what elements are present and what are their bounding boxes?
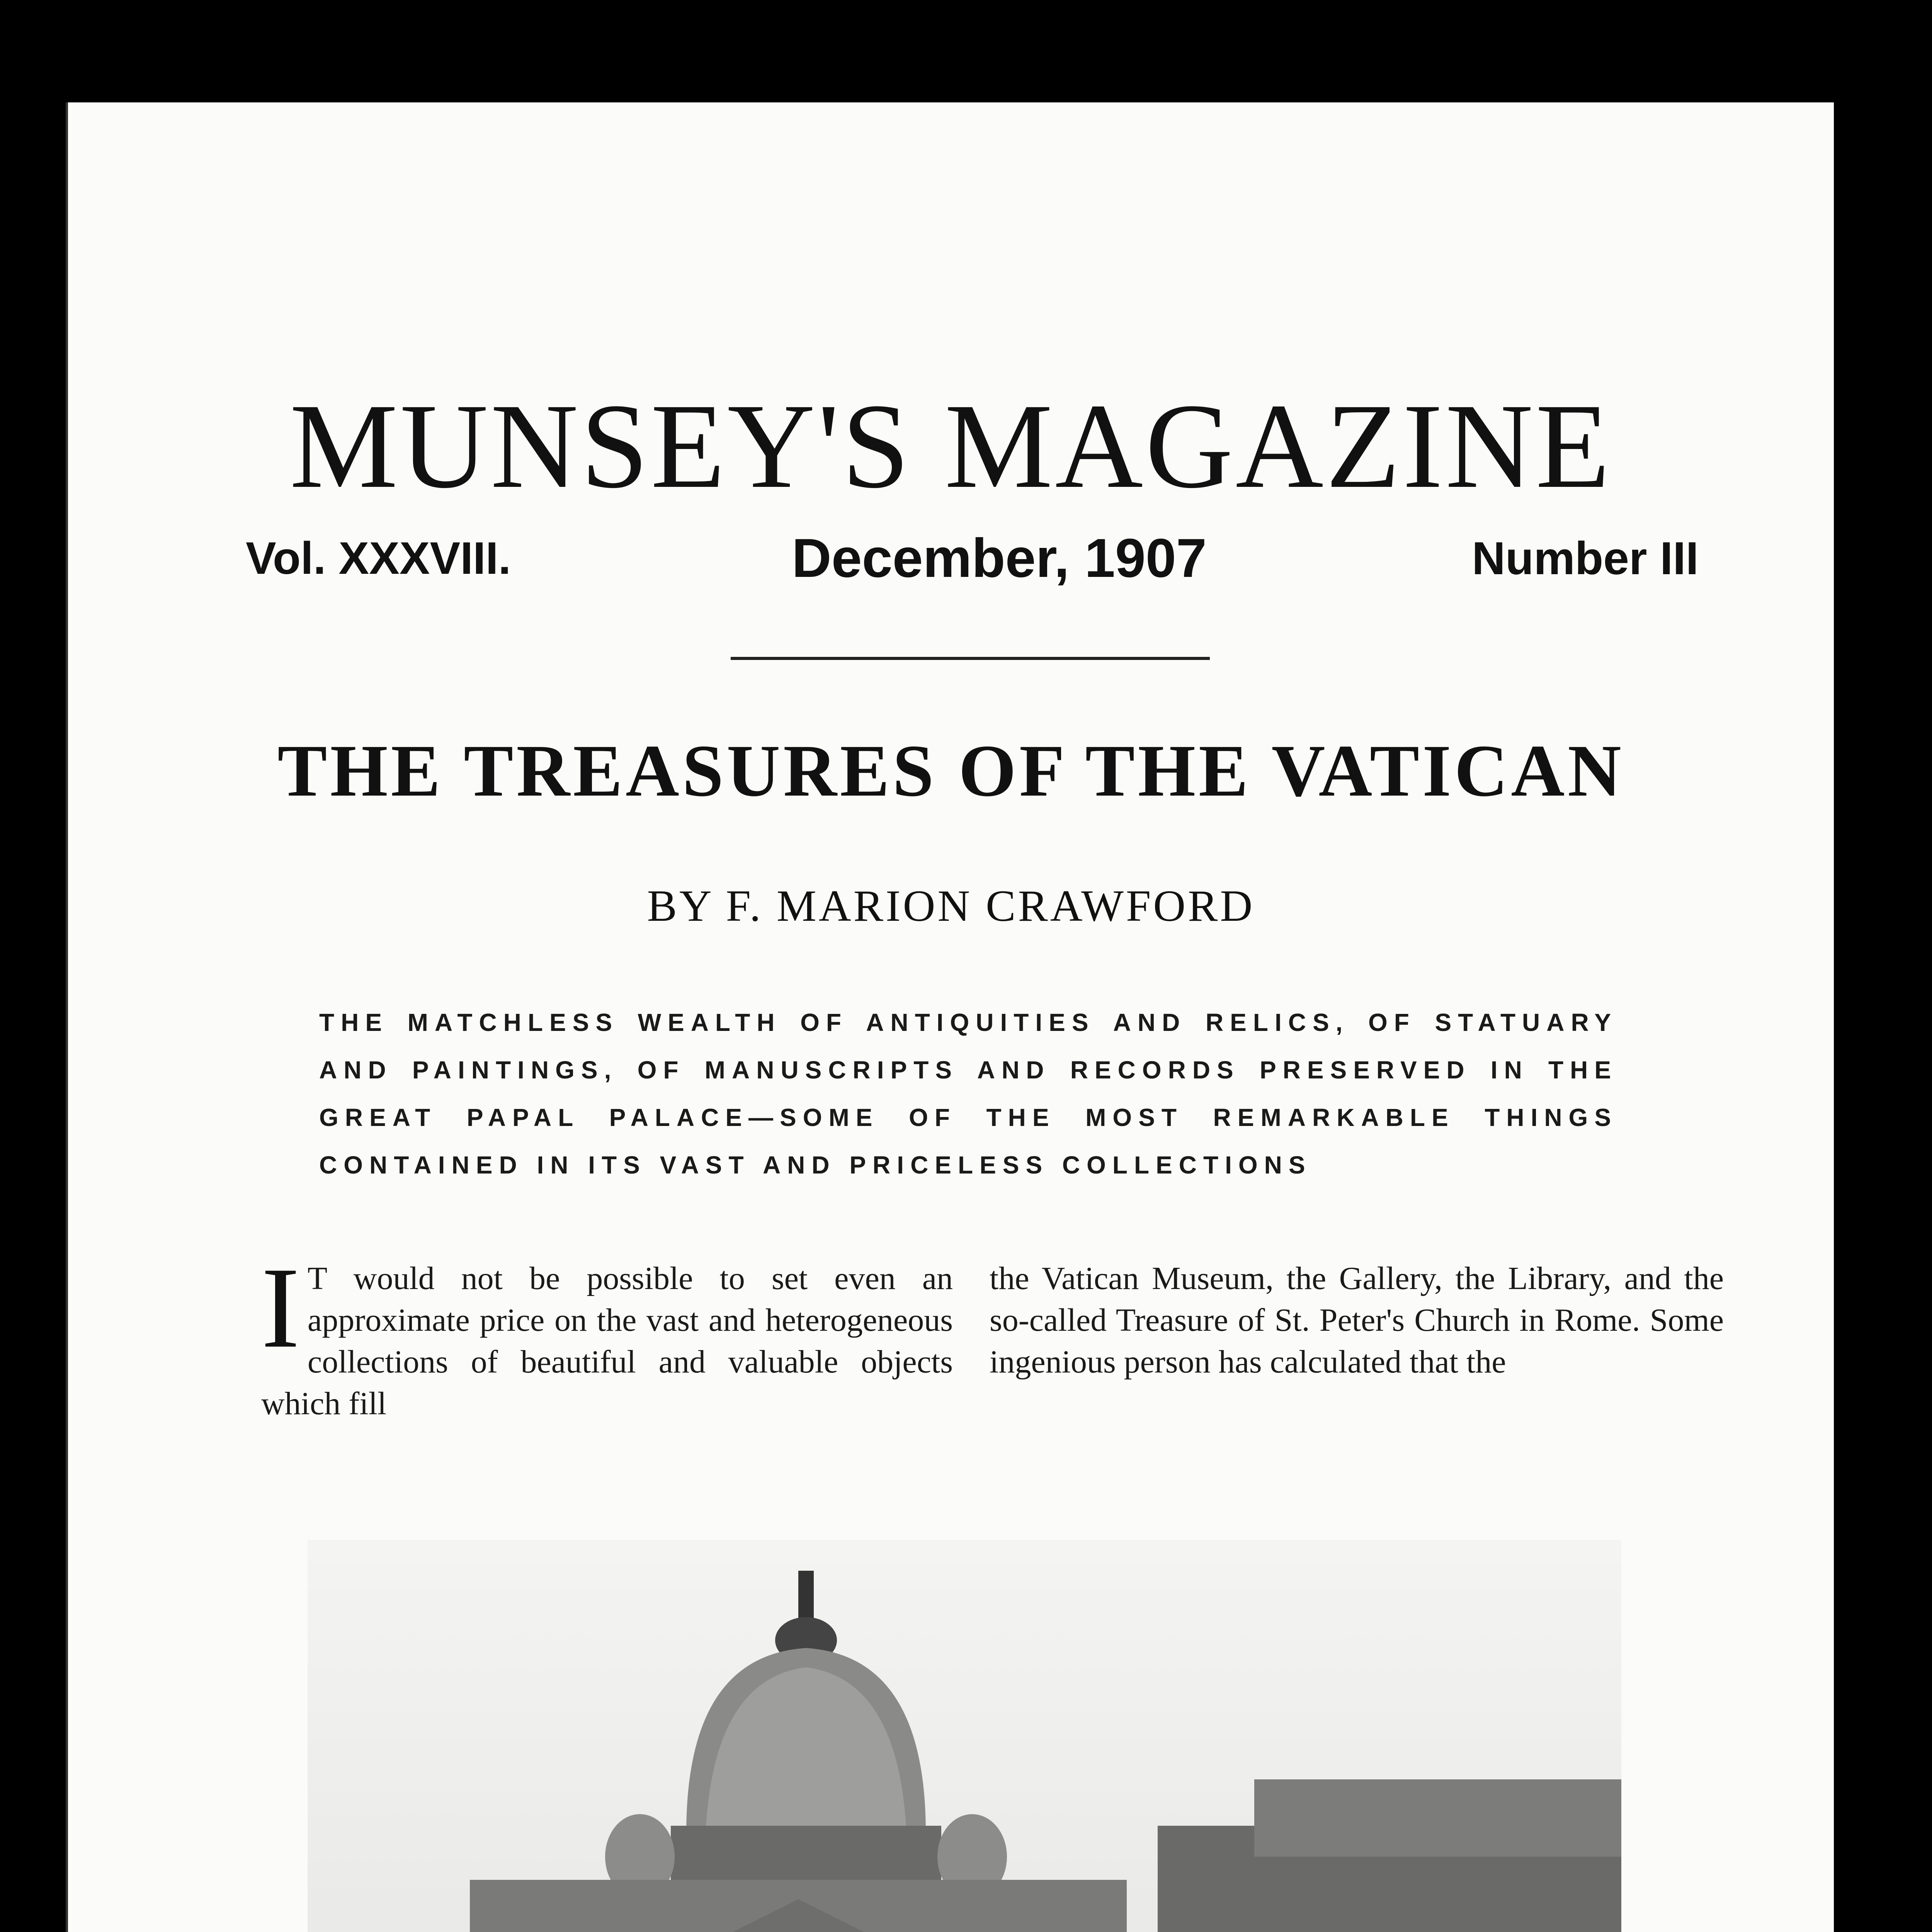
body-column-right: the Vatican Museum, the Gallery, the Library, and the so-called Treasure of St. Peter's Church in Rome. Some ingenious person has calculated that the bbox=[990, 1260, 1724, 1380]
article-author: BY F. MARION CRAWFORD bbox=[647, 881, 1255, 931]
masthead-divider bbox=[731, 657, 1210, 660]
issue-number: Number III bbox=[1472, 532, 1699, 584]
body-column-left bbox=[261, 1243, 953, 1425]
volume-label: Vol. XXXVIII. bbox=[246, 533, 511, 584]
masthead-info-row bbox=[246, 520, 1699, 597]
article-title: THE TREASURES OF THE VATICAN bbox=[277, 730, 1624, 812]
magazine-title: MUNSEY'S MAGAZINE bbox=[289, 379, 1612, 514]
issue-date: December, 1907 bbox=[792, 527, 1207, 589]
magazine-page bbox=[66, 102, 1834, 1932]
article-subhead: THE MATCHLESS WEALTH OF ANTIQUITIES AND RELICS, OF STATUARY AND PAINTINGS, OF MANUSCRIPTS AND RECORDS PRESERVED IN THE GREAT PAPAL PALACE—SOME OF THE MOST REMARKABLE THINGS CONTAINED IN ITS VAST AND PRICELESS COLLECTIONS bbox=[319, 1009, 1617, 1179]
st-peters-illustration bbox=[308, 1540, 1621, 1932]
st-peters-photograph bbox=[308, 1540, 1621, 1932]
drop-cap: I bbox=[261, 1243, 300, 1372]
body-text-left: T would not be possible to set even an approximate price on the vast and heterogeneous collections of beautiful and valuable objects which fill bbox=[261, 1260, 953, 1422]
